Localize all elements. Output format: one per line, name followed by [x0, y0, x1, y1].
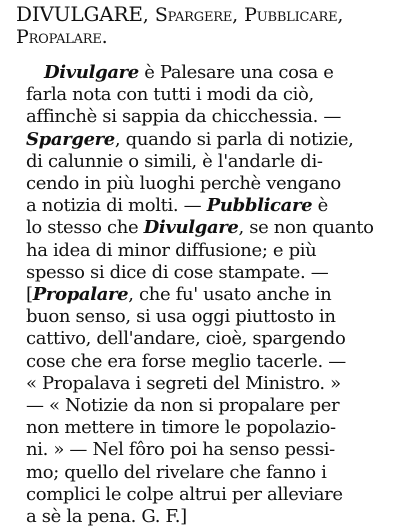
- entry-text: farla nota con tutti i modi da ciò,: [26, 84, 314, 106]
- entry-line: [26, 462, 392, 484]
- entry-text: [: [26, 284, 33, 306]
- entry-line: [26, 106, 392, 128]
- entry-line: [26, 173, 392, 195]
- entry-text: complici le colpe altrui per alleviare: [26, 483, 343, 505]
- entry-text: ni. » — Nel fôro poi ha senso pessi-: [26, 439, 335, 461]
- heading-separator: ,: [337, 4, 344, 26]
- entry-text: — « Notizie da non si propalare per: [26, 395, 340, 417]
- entry-text: , se non quanto: [238, 217, 374, 239]
- heading-separator: ,: [142, 4, 149, 26]
- entry-line: [26, 373, 392, 395]
- heading-synonym: Propalare: [16, 26, 102, 48]
- entry-line: [26, 62, 392, 84]
- entry-line: [26, 240, 392, 262]
- entry-text: a sè la pena. G. F.]: [26, 506, 187, 528]
- entry-line: [26, 395, 392, 417]
- entry-text: è: [312, 195, 328, 217]
- entry-text: , che fu' usato anche in: [128, 284, 332, 306]
- entry-text: a notizia di molti. —: [26, 195, 207, 217]
- entry-text: affinchè si sappia da chicchessia. —: [26, 106, 342, 128]
- entry-text: lo stesso che: [26, 217, 144, 239]
- heading-synonym: Spargere: [154, 4, 233, 26]
- entry-text: « Propalava i segreti del Ministro. »: [26, 372, 341, 394]
- entry-heading: [16, 4, 392, 48]
- entry-term: Divulgare: [44, 62, 139, 83]
- heading-terminator: .: [101, 26, 108, 48]
- entry-line: [26, 195, 392, 217]
- entry-line: [26, 417, 392, 439]
- heading-term: DIVULGARE: [16, 2, 143, 26]
- entry-line: [26, 328, 392, 350]
- heading-separator: ,: [232, 4, 238, 26]
- entry-text: cattivo, dell'andare, cioè, spargendo: [26, 328, 346, 350]
- entry-body: [16, 62, 392, 528]
- entry-text: buon senso, si usa oggi piuttosto in: [26, 306, 336, 328]
- entry-text: non mettere in timore le popolazio-: [26, 417, 336, 439]
- entry-text: mo; quello del rivelare che fanno i: [26, 461, 327, 483]
- entry-text: ha idea di minor diffusione; e più: [26, 239, 317, 261]
- entry-line: [26, 351, 392, 373]
- entry-text: cendo in più luoghi perchè vengano: [26, 173, 341, 195]
- heading-synonym: Pubblicare: [244, 4, 338, 26]
- entry-line: [26, 506, 392, 528]
- entry-text: è Palesare una cosa e: [138, 62, 334, 83]
- entry-text: spesso si dice di cose stampate. —: [26, 261, 329, 283]
- entry-line: [26, 151, 392, 173]
- entry-text: , quando si parla di notizie,: [114, 128, 354, 150]
- entry-line: [26, 84, 392, 106]
- entry-line: [26, 129, 392, 151]
- entry-term: Propalare: [32, 284, 129, 306]
- entry-line: [26, 262, 392, 284]
- entry-line: [26, 439, 392, 461]
- entry-term: Spargere: [26, 128, 115, 150]
- entry-term: Divulgare: [143, 217, 239, 239]
- entry-text: di calunnie o simili, è l'andarle di-: [26, 150, 323, 172]
- entry-line: [26, 306, 392, 328]
- entry-line: [26, 217, 392, 239]
- entry-text: cose che era forse meglio tacerle. —: [26, 350, 346, 372]
- entry-line: [26, 284, 392, 306]
- entry-line: [26, 484, 392, 506]
- entry-term: Pubblicare: [206, 195, 313, 217]
